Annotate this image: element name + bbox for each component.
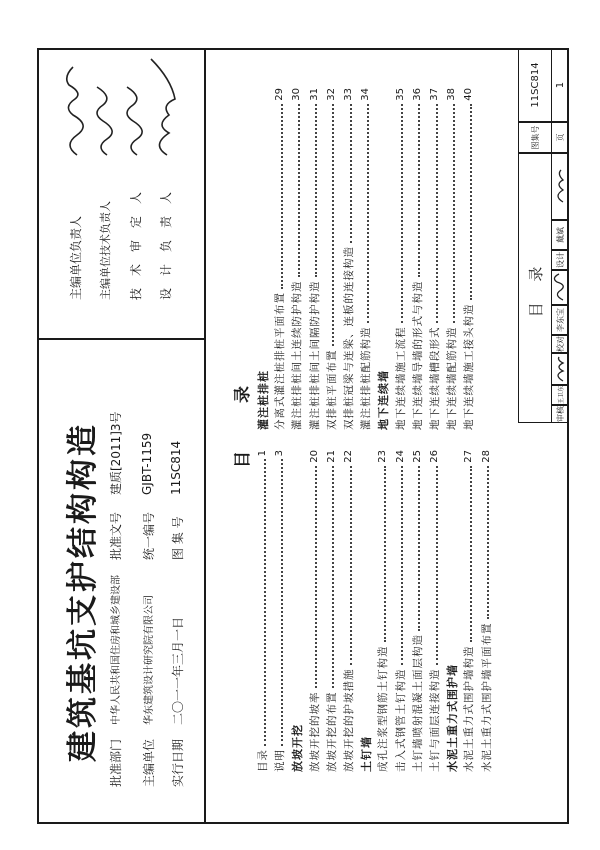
effective-date-label: 实行日期 (171, 738, 185, 787)
toc-page-number: 1 (257, 450, 268, 457)
toc-entry (392, 88, 409, 430)
toc-heading-mu: 目 (233, 451, 253, 468)
sheet-title: 目 录 (518, 153, 552, 423)
handwritten-signatures (55, 50, 185, 160)
toc-page-number: 35 (394, 88, 406, 101)
dot-leader (281, 104, 283, 289)
toc-page-number: 38 (446, 88, 458, 101)
toc-page-number: 36 (411, 88, 423, 101)
toc-page-number: 31 (308, 88, 320, 101)
dot-leader (453, 104, 455, 324)
page-number: 1 (551, 48, 569, 122)
approval-no-value: 建质[2011]3号 (109, 411, 123, 495)
toc-entry-title: 灌注桩排桩间土连续防护构造 (291, 280, 304, 430)
check-label: 校对 (551, 335, 569, 353)
toc-page-number: 23 (377, 450, 389, 463)
role-design-head: 设计负责人 (159, 179, 173, 300)
toc-page-number: 3 (274, 450, 286, 457)
toc-page-number: 22 (343, 450, 354, 463)
toc-entry-title: 成孔注浆型钢筋土钉构造 (377, 645, 390, 772)
toc-entry-title: 地下连续墙施工流程 (394, 326, 407, 430)
toc-entry (443, 88, 460, 430)
dot-leader (315, 466, 317, 689)
toc-page-number: 33 (343, 88, 354, 101)
review-label: 审核 (551, 405, 569, 423)
toc-entry (460, 450, 477, 772)
toc-entry-title: 土钉与面层连接构造 (429, 668, 441, 772)
approval-dept-value: 中华人民共和国住房和城乡建设部 (111, 575, 122, 725)
toc-entry (478, 450, 495, 772)
designer-name: 戴斌 (551, 220, 569, 250)
dot-leader (350, 466, 352, 666)
approval-dept-label: 批准部门 (109, 738, 123, 787)
unified-no-label: 统一编号 (142, 511, 156, 560)
design-label: 设计 (551, 250, 569, 270)
dot-leader (436, 104, 438, 324)
checker-signature (551, 270, 569, 305)
toc-entry-title: 地下连续墙 (376, 370, 390, 430)
toc-entry-title: 水泥土重力式围护墙 (445, 664, 459, 772)
role-tech-head: 主编单位技术负责人 (99, 201, 112, 300)
toc-entry-title: 分离式灌注桩排桩平面布置 (274, 292, 287, 430)
toc-entry (374, 450, 391, 772)
dot-leader (298, 104, 300, 278)
toc-entry-title: 放坡开挖的坡率 (308, 691, 321, 772)
toc-entry (409, 450, 426, 772)
toc-entry (340, 450, 357, 772)
toc-entry-title: 放坡开挖 (290, 724, 304, 772)
toc-entry-title: 地下连续墙施工接头构造 (463, 303, 476, 430)
reviewer-name: 王卫东 (551, 385, 569, 405)
atlas-no-label: 图 集 号 (171, 516, 185, 560)
dot-leader (470, 104, 472, 301)
toc-entry-title: 目录 (257, 749, 269, 772)
toc-entry-title: 水泥土重力式围护墙平面布置 (480, 622, 493, 772)
toc-entry-title: 地下连续墙导墙的形式与构造 (411, 280, 424, 430)
toc-entry-title: 双排桩平面布置 (325, 349, 338, 430)
toc-entry-title: 土钉墙喷射混凝土面层构造 (411, 634, 424, 772)
dot-leader (332, 466, 334, 689)
toc-entry-title: 灌注桩排桩间土间隔防护构造 (308, 280, 321, 430)
toc-section-heading (374, 88, 391, 430)
toc-page-number: 29 (274, 88, 286, 101)
unified-no-value: GJBT-1159 (140, 432, 154, 495)
toc-entry (306, 88, 323, 430)
atlas-title: 建筑基坑支护结构构造 (65, 422, 101, 762)
toc-page-number: 34 (360, 88, 372, 101)
toc-entry (409, 88, 426, 430)
toc-entry-title: 放坡开挖的护坡措施 (343, 668, 355, 772)
role-tech-approver: 技术审定人 (129, 179, 143, 300)
atlas-no-label: 图集号 (518, 122, 552, 153)
effective-date-value: 二〇一一年三月一日 (171, 616, 185, 725)
toc-entry (271, 88, 288, 430)
toc-entry (254, 450, 271, 772)
reviewer-signature (551, 353, 569, 385)
dot-leader (264, 459, 266, 746)
toc-page-number: 20 (308, 450, 320, 463)
approval-no-label: 批准文号 (109, 511, 123, 560)
dot-leader (401, 104, 403, 324)
toc-page-number: 25 (411, 450, 423, 463)
toc-entry (357, 88, 374, 430)
toc-page-number: 28 (480, 450, 492, 463)
toc-entry (306, 450, 323, 772)
dot-leader (487, 466, 489, 620)
designer-signature (551, 153, 569, 220)
toc-entry (460, 88, 477, 430)
atlas-no-value: 11SC814 (169, 440, 183, 495)
toc-page-number: 32 (325, 88, 337, 101)
role-editor-head: 主编单位负责人 (69, 215, 83, 300)
toc-heading-lu: 录 (233, 386, 253, 403)
editor-unit-value: 华东建筑设计研究院有限公司 (144, 595, 155, 725)
dot-leader (418, 466, 420, 631)
editor-unit-label: 主编单位 (142, 738, 156, 787)
dot-leader (332, 104, 334, 347)
toc-entry-title: 地下连续墙配筋构造 (446, 326, 459, 430)
dot-leader (418, 104, 420, 278)
toc-page-number: 26 (429, 450, 440, 463)
dot-leader (384, 466, 386, 643)
dot-leader (401, 466, 403, 666)
toc-section-heading (288, 450, 305, 772)
toc-entry-title: 灌注桩排桩 (256, 370, 270, 430)
toc-entry-title: 双排桩冠梁与连梁、连板的连接构造 (343, 246, 355, 430)
toc-section-heading (254, 88, 271, 430)
toc-entry (323, 450, 340, 772)
page-label: 页 (551, 122, 569, 153)
toc-entry-title: 地下连续墙槽段形式 (429, 326, 441, 430)
toc-section-heading (443, 450, 460, 772)
toc-page-number: 27 (463, 450, 475, 463)
panel-divider (204, 48, 206, 824)
toc-entry (392, 450, 409, 772)
toc-entry (426, 88, 443, 430)
toc-entry-title: 土钉墙 (359, 736, 373, 772)
toc-entry (340, 88, 357, 430)
toc-page-number: 21 (325, 450, 337, 463)
toc-entry (271, 450, 288, 772)
dot-leader (470, 466, 472, 643)
toc-entry-title: 水泥土重力式围护墙构造 (463, 645, 476, 772)
dot-leader (315, 104, 317, 278)
toc-page-number: 37 (429, 88, 440, 101)
dot-leader (281, 459, 283, 746)
toc-entry-title: 灌注桩排桩配筋构造 (360, 326, 373, 430)
toc-page-number: 30 (291, 88, 303, 101)
toc-page-number: 40 (463, 88, 475, 101)
toc-entry-title: 放坡开挖的布置 (325, 691, 338, 772)
toc-entry-title: 击入式钢管土钉构造 (394, 668, 407, 772)
toc-entry (288, 88, 305, 430)
cover-divider (37, 339, 205, 341)
dot-leader (367, 104, 369, 324)
toc-entry-title: 说明 (274, 749, 287, 772)
toc-entry (426, 450, 443, 772)
checker-name: 李东宝 (551, 305, 569, 335)
dot-leader (350, 104, 352, 243)
toc-page-number: 24 (394, 450, 406, 463)
toc-entry (323, 88, 340, 430)
dot-leader (436, 466, 438, 666)
toc-section-heading (357, 450, 374, 772)
atlas-no: 11SC814 (518, 48, 552, 122)
